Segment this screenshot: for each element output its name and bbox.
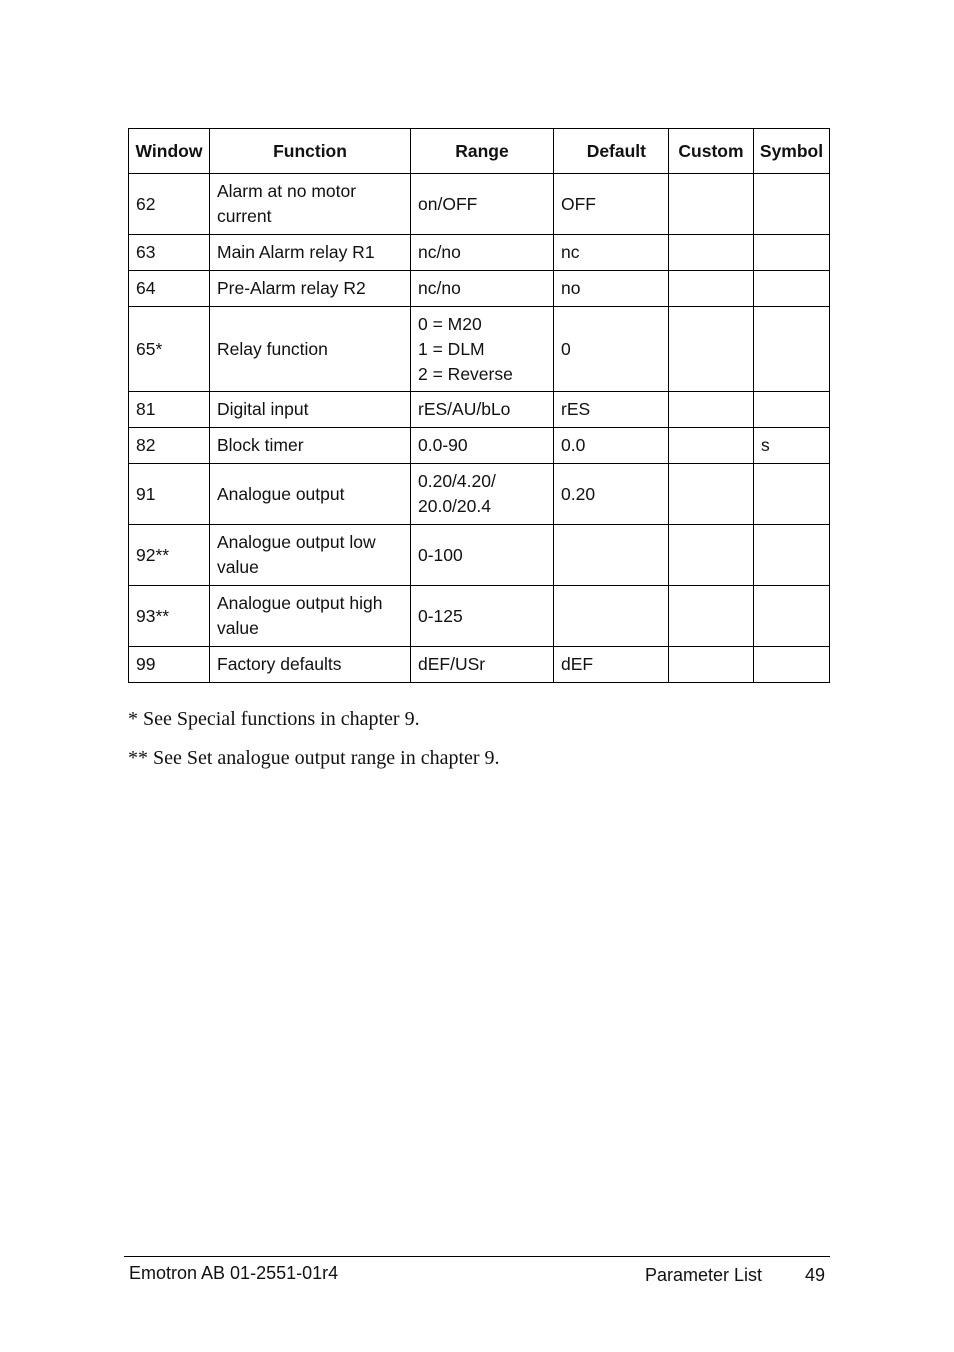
footnotes bbox=[128, 707, 500, 785]
cell-default: rES bbox=[554, 392, 669, 428]
cell-window: 65* bbox=[129, 307, 210, 392]
cell-function: Analogue output low value bbox=[210, 525, 411, 586]
cell-symbol bbox=[754, 235, 830, 271]
cell-custom bbox=[669, 464, 754, 525]
cell-default bbox=[554, 525, 669, 586]
table-row bbox=[129, 464, 830, 525]
cell-custom bbox=[669, 392, 754, 428]
cell-symbol bbox=[754, 271, 830, 307]
cell-window: 99 bbox=[129, 647, 210, 683]
cell-range: 0-100 bbox=[411, 525, 554, 586]
footer-section-title: Parameter List bbox=[645, 1265, 763, 1285]
cell-range: on/OFF bbox=[411, 174, 554, 235]
cell-function: Analogue output high value bbox=[210, 586, 411, 647]
cell-range: rES/AU/bLo bbox=[411, 392, 554, 428]
cell-custom bbox=[669, 647, 754, 683]
cell-default: OFF bbox=[554, 174, 669, 235]
footer-divider bbox=[124, 1256, 830, 1257]
cell-function: Alarm at no motor current bbox=[210, 174, 411, 235]
cell-range: 0 = M20 1 = DLM 2 = Reverse bbox=[411, 307, 554, 392]
parameter-table bbox=[128, 128, 830, 683]
table-row bbox=[129, 525, 830, 586]
table-header-row bbox=[129, 129, 830, 174]
header-custom: Custom bbox=[669, 129, 754, 174]
table-row bbox=[129, 307, 830, 392]
cell-window: 91 bbox=[129, 464, 210, 525]
cell-default bbox=[554, 586, 669, 647]
table-row bbox=[129, 271, 830, 307]
cell-function: Digital input bbox=[210, 392, 411, 428]
cell-custom bbox=[669, 428, 754, 464]
footnote-analogue-output-range: ** See Set analogue output range in chapter 9. bbox=[128, 747, 500, 769]
cell-default: 0 bbox=[554, 307, 669, 392]
header-default: Default bbox=[554, 129, 669, 174]
cell-window: 92** bbox=[129, 525, 210, 586]
cell-symbol bbox=[754, 586, 830, 647]
cell-symbol bbox=[754, 392, 830, 428]
cell-custom bbox=[669, 235, 754, 271]
cell-custom bbox=[669, 271, 754, 307]
header-range: Range bbox=[411, 129, 554, 174]
cell-symbol bbox=[754, 464, 830, 525]
cell-custom bbox=[669, 586, 754, 647]
cell-custom bbox=[669, 525, 754, 586]
cell-range: nc/no bbox=[411, 235, 554, 271]
cell-symbol: s bbox=[754, 428, 830, 464]
cell-range: 0.0-90 bbox=[411, 428, 554, 464]
footer-doc-id: Emotron AB 01-2551-01r4 bbox=[129, 1263, 339, 1283]
cell-range: 0.20/4.20/ 20.0/20.4 bbox=[411, 464, 554, 525]
cell-symbol bbox=[754, 647, 830, 683]
cell-window: 63 bbox=[129, 235, 210, 271]
table-row bbox=[129, 235, 830, 271]
table-row bbox=[129, 647, 830, 683]
table-row bbox=[129, 174, 830, 235]
cell-range: 0-125 bbox=[411, 586, 554, 647]
cell-custom bbox=[669, 174, 754, 235]
cell-symbol bbox=[754, 525, 830, 586]
cell-function: Analogue output bbox=[210, 464, 411, 525]
cell-range: dEF/USr bbox=[411, 647, 554, 683]
cell-function: Factory defaults bbox=[210, 647, 411, 683]
header-symbol: Symbol bbox=[754, 129, 830, 174]
cell-function: Relay function bbox=[210, 307, 411, 392]
cell-default: 0.20 bbox=[554, 464, 669, 525]
page-number: 49 bbox=[805, 1265, 826, 1285]
footnote-special-functions: * See Special functions in chapter 9. bbox=[128, 708, 420, 730]
cell-window: 81 bbox=[129, 392, 210, 428]
table-row bbox=[129, 392, 830, 428]
cell-function: Pre-Alarm relay R2 bbox=[210, 271, 411, 307]
cell-window: 64 bbox=[129, 271, 210, 307]
cell-default: dEF bbox=[554, 647, 669, 683]
cell-symbol bbox=[754, 174, 830, 235]
header-window: Window bbox=[129, 129, 210, 174]
cell-custom bbox=[669, 307, 754, 392]
cell-default: 0.0 bbox=[554, 428, 669, 464]
cell-default: no bbox=[554, 271, 669, 307]
cell-function: Block timer bbox=[210, 428, 411, 464]
cell-function: Main Alarm relay R1 bbox=[210, 235, 411, 271]
header-function: Function bbox=[210, 129, 411, 174]
cell-default: nc bbox=[554, 235, 669, 271]
cell-symbol bbox=[754, 307, 830, 392]
cell-window: 82 bbox=[129, 428, 210, 464]
cell-window: 62 bbox=[129, 174, 210, 235]
table-row bbox=[129, 428, 830, 464]
cell-window: 93** bbox=[129, 586, 210, 647]
cell-range: nc/no bbox=[411, 271, 554, 307]
table-row bbox=[129, 586, 830, 647]
